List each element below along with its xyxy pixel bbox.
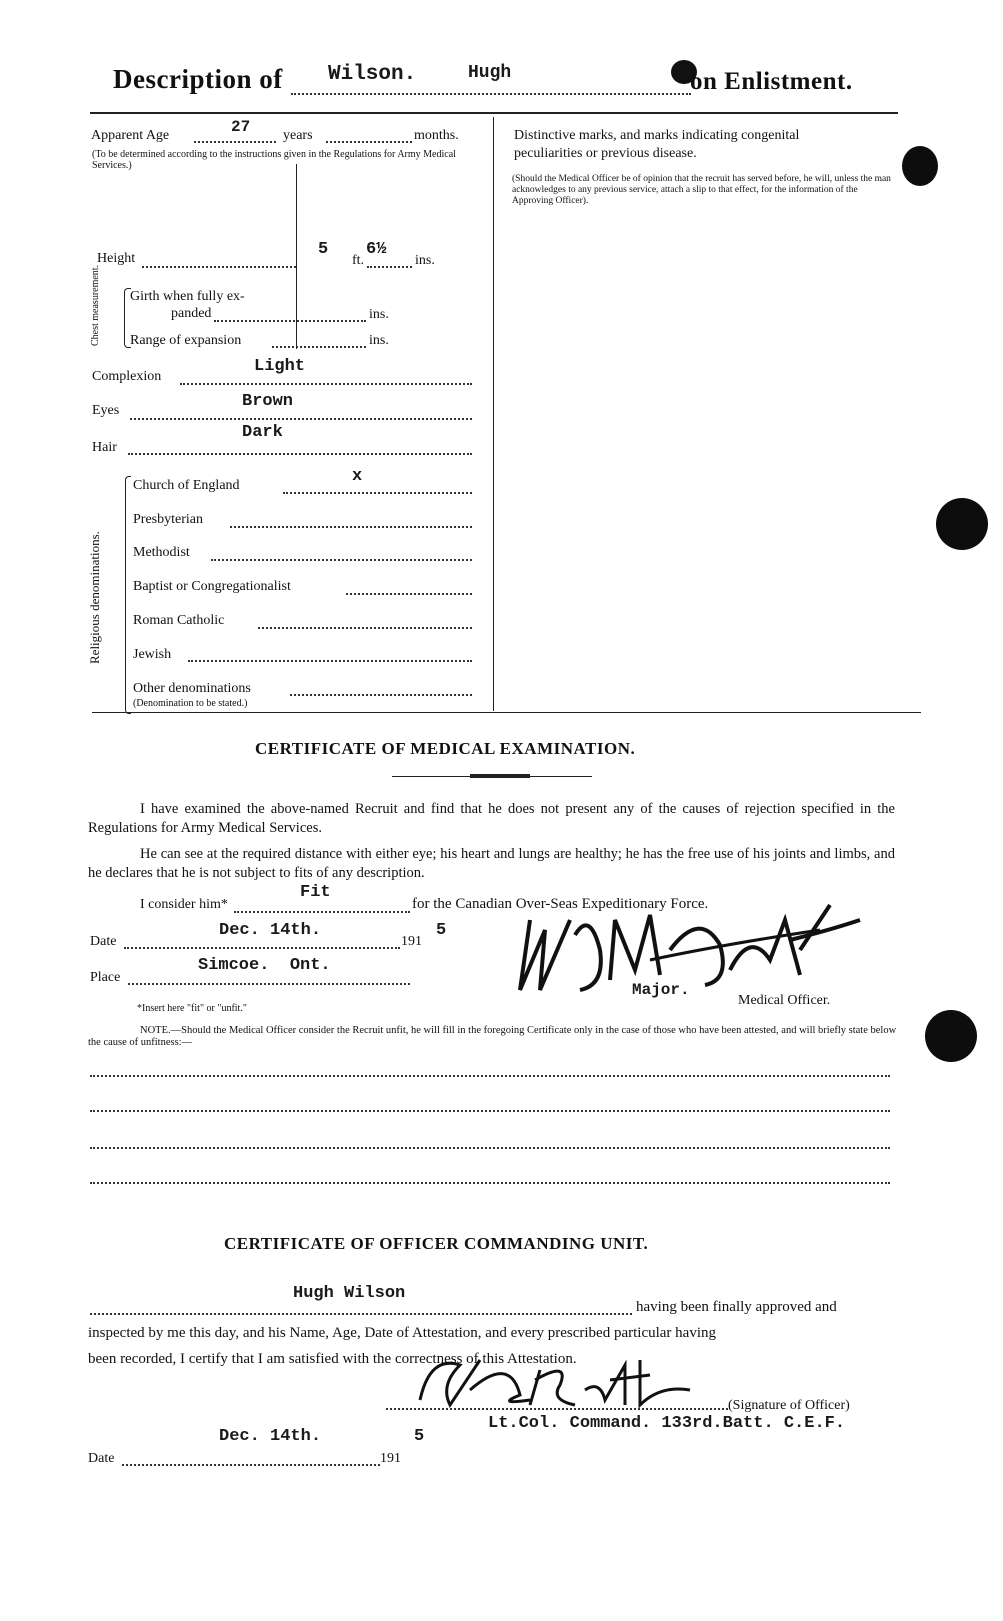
ft-label: ft. <box>352 253 365 268</box>
hair-value: Dark <box>242 423 283 442</box>
height-label: Height <box>97 251 136 266</box>
religion-item: Other denominations <box>133 681 251 696</box>
girth-ins: ins. <box>369 307 389 322</box>
force-label: for the Canadian Over-Seas Expeditionary Force. <box>412 896 709 912</box>
consider-value: Fit <box>300 883 331 902</box>
header-given-name: Hugh <box>468 63 512 83</box>
medical-para-1: I have examined the above-named Recruit and find that he does not present any of the causes of rejection specified in the Regulations for Army Medical Services. <box>88 801 895 836</box>
medical-officer-label: Medical Officer. <box>738 993 831 1008</box>
punch-hole <box>902 146 938 186</box>
range-ins: ins. <box>369 333 389 348</box>
consider-label: I consider him* <box>140 897 228 912</box>
ins-label: ins. <box>415 253 435 268</box>
medical-officer-signature <box>500 890 900 1010</box>
religion-item: Baptist or Congregationalist <box>133 579 291 594</box>
girth-label-2: panded <box>171 306 212 321</box>
religion-label: Religious denominations. <box>87 531 102 664</box>
officer-line-3: been recorded, I certify that I am satisfied with the correctness of this Attestation. <box>88 1351 577 1367</box>
medical-rank: Major. <box>632 981 690 999</box>
months-label: months. <box>414 128 459 143</box>
approved-label: having been finally approved and <box>636 1299 837 1315</box>
officer-date-value: Dec. 14th. <box>219 1427 322 1446</box>
medical-note: NOTE.—Should the Medical Officer consider the Recruit unfit, he will fill in the foregoing Certificate only in the case of those who have been attested, and will briefly state below the cause of unfitness:— <box>88 1025 897 1048</box>
medical-date-label: Date <box>90 934 117 949</box>
religion-item: Jewish <box>133 647 172 662</box>
officer-command: Lt.Col. Command. 133rd.Batt. C.E.F. <box>488 1414 846 1433</box>
religion-mark: x <box>352 467 363 486</box>
apparent-age-label: Apparent Age <box>91 128 170 143</box>
complexion-label: Complexion <box>92 369 162 384</box>
medical-year-digit: 5 <box>436 921 447 940</box>
officer-year-digit: 5 <box>414 1427 425 1446</box>
religion-item: Methodist <box>133 545 190 560</box>
medical-year-prefix: 191 <box>401 934 422 949</box>
age-value: 27 <box>231 118 251 136</box>
medical-title: CERTIFICATE OF MEDICAL EXAMINATION. <box>255 739 636 758</box>
signature-label: (Signature of Officer) <box>728 1398 850 1413</box>
age-note: (To be determined according to the instructions given in the Regulations for Army Medical Services.) <box>92 149 456 171</box>
medical-para-2: He can see at the required distance with either eye; his heart and lungs are healthy; he has the free use of his joints and limbs, and he declares that he is not subject to fits of any description. <box>88 846 895 881</box>
height-ft-value: 5 <box>318 240 329 259</box>
religion-item: Presbyterian <box>133 512 203 527</box>
marks-label-1: Distinctive marks, and marks indicating congenital <box>514 128 800 143</box>
complexion-value: Light <box>254 357 306 376</box>
hair-label: Hair <box>92 440 117 455</box>
medical-date-value: Dec. 14th. <box>219 921 322 940</box>
officer-name-value: Hugh Wilson <box>293 1284 406 1303</box>
punch-hole <box>936 498 988 550</box>
marks-note: (Should the Medical Officer be of opinion that the recruit has served before, he will, unless the man acknowledges to any previous service, attach a slip to that effect, for the information of the Approving Officer). <box>512 174 891 206</box>
chest-label: Chest measurement. <box>90 264 101 346</box>
eyes-value: Brown <box>242 392 294 411</box>
religion-bracket <box>125 476 131 714</box>
officer-line-2: inspected by me this day, and his Name, Age, Date of Attestation, and every prescribed particular having <box>88 1325 717 1341</box>
range-label: Range of expansion <box>130 333 242 348</box>
religion-item: Church of England <box>133 478 240 493</box>
header-surname: Wilson. <box>328 63 417 86</box>
height-in-value: 6½ <box>366 240 387 259</box>
girth-label-1: Girth when fully ex- <box>130 289 245 304</box>
punch-hole <box>925 1010 977 1062</box>
insert-note: *Insert here "fit" or "unfit." <box>137 1003 247 1014</box>
officer-date-label: Date <box>88 1451 115 1466</box>
place-label: Place <box>90 970 121 985</box>
place-value: Simcoe. Ont. <box>198 956 331 975</box>
religion-item: Roman Catholic <box>133 613 225 628</box>
officer-year-prefix: 191 <box>380 1451 401 1466</box>
header-prefix: Description of <box>113 64 283 94</box>
officer-signature <box>400 1345 720 1415</box>
denomination-note: (Denomination to be stated.) <box>133 698 248 709</box>
marks-label-2: peculiarities or previous disease. <box>514 146 697 161</box>
eyes-label: Eyes <box>92 403 120 418</box>
officer-title: CERTIFICATE OF OFFICER COMMANDING UNIT. <box>224 1234 649 1253</box>
header-suffix: on Enlistment. <box>690 68 853 95</box>
years-label: years <box>283 128 313 143</box>
